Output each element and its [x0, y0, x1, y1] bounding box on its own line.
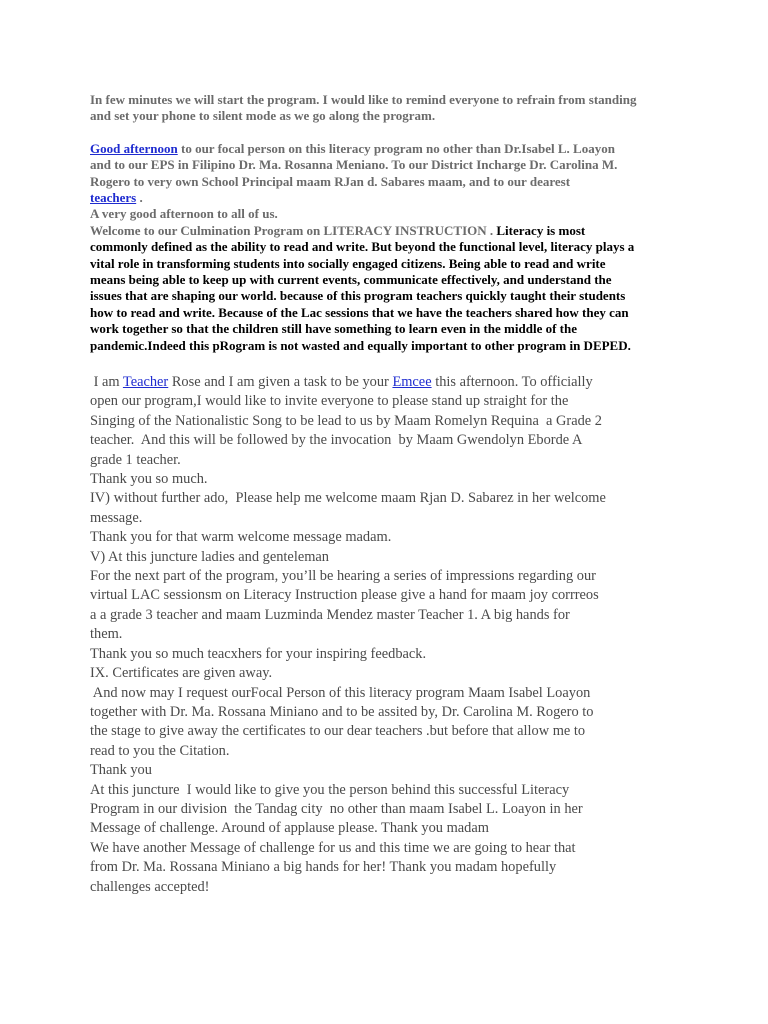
emcee-text: I am: [90, 374, 123, 390]
greeting-text: .: [136, 190, 143, 206]
literacy-line: pandemic.Indeed this pRogram is not wasted and equally important to other program in DEPED.: [90, 337, 631, 353]
literacy-line: work together so that the children still have something to learn even in the middle of the: [90, 321, 577, 337]
script-line: V) At this juncture ladies and genteleman: [90, 548, 329, 565]
script-line: a a grade 3 teacher and maam Luzminda Mendez master Teacher 1. A big hands for: [90, 606, 570, 623]
greeting-line: A very good afternoon to all of us.: [90, 206, 278, 222]
script-line: Thank you for that warm welcome message madam.: [90, 529, 392, 546]
greeting-line: [90, 190, 680, 206]
script-line: read to you the Citation.: [90, 742, 230, 759]
emcee-link[interactable]: Emcee: [392, 374, 432, 390]
script-line: virtual LAC sessionsm on Literacy Instruction please give a hand for maam joy corrreos: [90, 587, 599, 604]
literacy-line: commonly defined as the ability to read and write. But beyond the functional level, literacy plays a: [90, 239, 635, 255]
script-line: message.: [90, 509, 143, 526]
script-line: teacher. And this will be followed by the invocation by Maam Gwendolyn Eborde A: [90, 432, 583, 449]
script-line: together with Dr. Ma. Rossana Miniano and to be assited by, Dr. Carolina M. Rogero to: [90, 703, 594, 720]
emcee-text: this afternoon. To officially: [431, 374, 593, 390]
good-afternoon-link[interactable]: Good afternoon: [90, 140, 178, 156]
emcee-text: Rose and I am given a task to be your: [168, 374, 393, 390]
script-line: At this juncture I would like to give you the person behind this successful Literacy: [90, 781, 570, 798]
greeting-line: and to our EPS in Filipino Dr. Ma. Rosanna Meniano. To our District Incharge Dr. Carolina M.: [90, 157, 618, 173]
script-line: Singing of the Nationalistic Song to be lead to us by Maam Romelyn Requina a Grade 2: [90, 412, 602, 429]
program-script-bold-section: [90, 92, 680, 354]
greeting-line: [90, 141, 680, 157]
script-line: For the next part of the program, you’ll be hearing a series of impressions regarding our: [90, 568, 596, 585]
welcome-text: Welcome to our Culmination Program on LITERACY INSTRUCTION .: [90, 222, 494, 238]
script-line: Thank you so much teacxhers for your inspiring feedback.: [90, 645, 427, 662]
welcome-line: [90, 223, 680, 239]
script-line: challenges accepted!: [90, 878, 210, 895]
script-line: IV) without further ado, Please help me welcome maam Rjan D. Sabarez in her welcome: [90, 490, 606, 507]
emcee-script-section: [90, 373, 690, 897]
greeting-line: Rogero to very own School Principal maam RJan d. Sabares maam, and to our dearest: [90, 173, 571, 189]
script-line: the stage to give away the certificates to our dear teachers .but before that allow me to: [90, 723, 586, 740]
script-line: open our program,I would like to invite everyone to please stand up straight for the: [90, 393, 569, 410]
literacy-line: means being able to keep up with current events, communicate effectively, and understand the: [90, 272, 612, 288]
teacher-link[interactable]: Teacher: [122, 374, 169, 390]
script-line: grade 1 teacher.: [90, 451, 181, 468]
teachers-link[interactable]: teachers: [90, 190, 137, 206]
script-line: from Dr. Ma. Rossana Miniano a big hands for her! Thank you madam hopefully: [90, 859, 557, 876]
emcee-intro-line: [90, 373, 690, 392]
greeting-text: to our focal person on this literacy program no other than Dr.Isabel L. Loayon: [177, 140, 615, 156]
literacy-line: vital role in transforming students into socially engaged citizens. Being able to read and write: [90, 255, 606, 271]
script-line: Message of challenge. Around of applause please. Thank you madam: [90, 820, 489, 837]
script-line: Program in our division the Tandag city no other than maam Isabel L. Loayon in her: [90, 800, 583, 817]
script-line: Thank you so much.: [90, 471, 208, 488]
literacy-line: issues that are shaping our world. because of this program teachers quickly taught their students: [90, 288, 626, 304]
literacy-line: how to read and write. Because of the Lac sessions that we have the teachers shared how they can: [90, 304, 629, 320]
script-line: them.: [90, 626, 123, 643]
literacy-text: Literacy is most: [493, 222, 586, 238]
script-line: IX. Certificates are given away.: [90, 665, 273, 682]
reminder-line: and set your phone to silent mode as we go along the program.: [90, 108, 436, 124]
script-line: And now may I request ourFocal Person of this literacy program Maam Isabel Loayon: [90, 684, 591, 701]
reminder-line: In few minutes we will start the program. I would like to remind everyone to refrain from standing: [90, 92, 637, 107]
script-line: We have another Message of challenge for us and this time we are going to hear that: [90, 839, 576, 856]
script-line: Thank you: [90, 762, 152, 779]
